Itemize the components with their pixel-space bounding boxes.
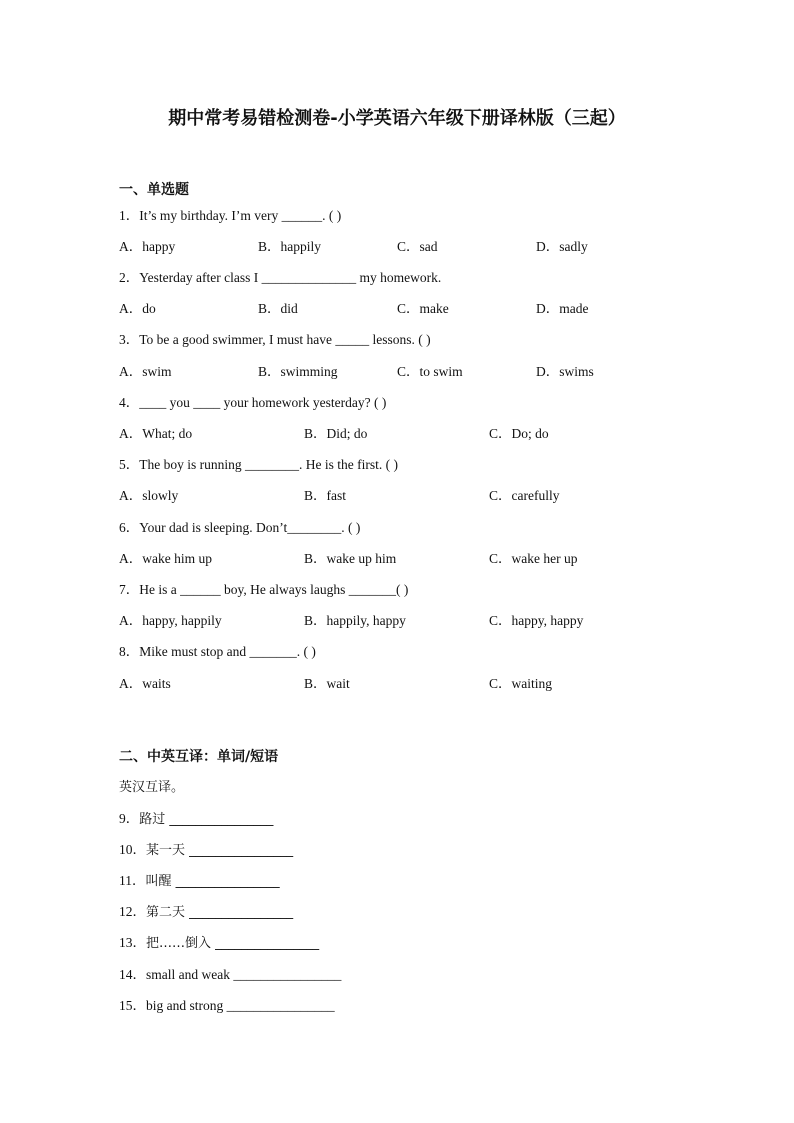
section-heading-single-choice: 一、单选题 (119, 182, 189, 198)
question-8-option-b[interactable]: B．wait (304, 676, 350, 691)
translation-item-15 (119, 997, 335, 1015)
question-1-option-a[interactable]: A．happy (119, 239, 176, 254)
question-5-option-c[interactable]: C．carefully (489, 488, 560, 503)
question-3-option-b[interactable]: B．swimming (258, 364, 338, 379)
translation-item-12 (119, 903, 293, 922)
translation-item-11 (119, 872, 280, 891)
question-3-option-c[interactable]: C．to swim (397, 364, 463, 379)
question-1-option-d[interactable]: D．sadly (536, 239, 588, 254)
question-5-option-a[interactable]: A．slowly (119, 488, 179, 503)
translation-item-14 (119, 966, 341, 984)
question-8-option-a[interactable]: A．waits (119, 676, 171, 691)
item-number: 14． (119, 967, 146, 982)
question-6-option-c[interactable]: C．wake her up (489, 551, 578, 566)
question-2-stem: 2．Yesterday after class I ______________ my homework. (119, 270, 442, 285)
item-text[interactable]: 路过 ________________ (139, 812, 274, 827)
item-number: 13． (119, 935, 146, 950)
question-2-option-d[interactable]: D．made (536, 301, 589, 316)
question-8-stem: 8．Mike must stop and _______. ( ) (119, 644, 316, 659)
question-6-option-b[interactable]: B．wake up him (304, 551, 397, 566)
question-3-stem: 3．To be a good swimmer, I must have _____ lessons. ( ) (119, 332, 431, 347)
item-text[interactable]: 某一天 ________________ (146, 843, 294, 858)
item-number: 11． (119, 873, 146, 888)
item-text[interactable]: 第二天 ________________ (146, 905, 294, 920)
question-6-option-a[interactable]: A．wake him up (119, 551, 212, 566)
item-text[interactable]: 叫醒 ________________ (145, 874, 280, 889)
question-7-option-a[interactable]: A．happy, happily (119, 613, 222, 628)
translation-item-9 (119, 810, 273, 829)
question-1-option-c[interactable]: C．sad (397, 239, 438, 254)
question-7-option-b[interactable]: B．happily, happy (304, 613, 406, 628)
question-3-option-a[interactable]: A．swim (119, 364, 172, 379)
question-5-stem: 5．The boy is running ________. He is the first. ( ) (119, 457, 398, 472)
section-heading-translation: 二、中英互译：单词/短语 (119, 749, 279, 765)
question-5-option-b[interactable]: B．fast (304, 488, 346, 503)
item-number: 10． (119, 842, 146, 857)
translation-item-13 (119, 934, 319, 953)
item-text[interactable]: small and weak ________________ (146, 967, 342, 982)
item-text[interactable]: big and strong ________________ (146, 998, 335, 1013)
question-7-stem: 7．He is a ______ boy, He always laughs _______( ) (119, 582, 409, 597)
question-4-option-c[interactable]: C．Do; do (489, 426, 549, 441)
question-2-option-c[interactable]: C．make (397, 301, 449, 316)
page-title: 期中常考易错检测卷-小学英语六年级下册译林版（三起） (168, 108, 626, 129)
question-2-option-b[interactable]: B．did (258, 301, 298, 316)
question-3-option-d[interactable]: D．swims (536, 364, 594, 379)
question-1-stem: 1．It’s my birthday. I’m very ______. ( ) (119, 208, 342, 223)
translation-item-10 (119, 841, 293, 860)
item-number: 12． (119, 904, 146, 919)
question-1-option-b[interactable]: B．happily (258, 239, 321, 254)
question-6-stem: 6．Your dad is sleeping. Don’t________. ( ) (119, 520, 361, 535)
question-4-option-a[interactable]: A．What; do (119, 426, 193, 441)
item-number: 15． (119, 998, 146, 1013)
item-text[interactable]: 把……倒入 ________________ (146, 936, 320, 951)
question-7-option-c[interactable]: C．happy, happy (489, 613, 584, 628)
section-instruction: 英汉互译。 (119, 780, 185, 795)
question-4-stem: 4．____ you ____ your homework yesterday? ( ) (119, 395, 387, 410)
question-8-option-c[interactable]: C．waiting (489, 676, 552, 691)
question-2-option-a[interactable]: A．do (119, 301, 156, 316)
item-number: 9． (119, 811, 140, 826)
question-4-option-b[interactable]: B．Did; do (304, 426, 368, 441)
